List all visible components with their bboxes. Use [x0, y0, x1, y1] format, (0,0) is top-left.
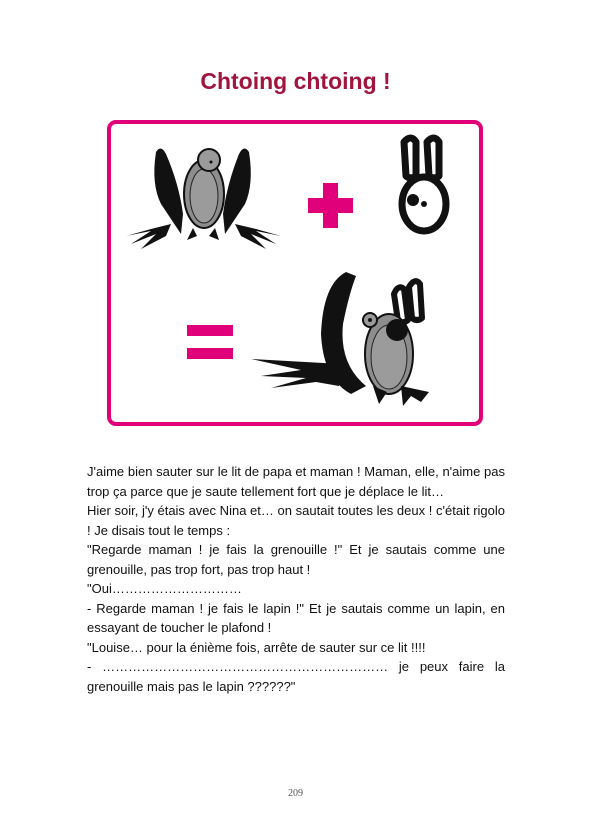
paragraph: "Regarde maman ! je fais la grenouille !" Et je sautais comme une grenouille, pas trop fort, pas trop haut !: [87, 542, 505, 577]
frog-rabbit-icon: [251, 272, 429, 406]
rabbit-icon: [402, 138, 446, 231]
illustration-frame: [107, 120, 483, 426]
illustration-drawing: [111, 124, 479, 422]
paragraph: J'aime bien sauter sur le lit de papa et maman ! Maman, elle, n'aime pas trop ça parce que je saute tellement fort que je déplace le lit…: [87, 464, 505, 499]
page-number: 209: [288, 788, 303, 799]
paragraph: - Regarde maman ! je fais le lapin !" Et je sautais comme un lapin, en essayant de toucher le plafond !: [87, 600, 505, 635]
paragraph: - ………………………………………………………… je peux faire la grenouille mais pas le lapin ??????": [87, 659, 505, 694]
equals-icon: [187, 325, 233, 359]
paragraph: "Louise… pour la énième fois, arrête de sauter sur ce lit !!!!: [87, 639, 426, 655]
plus-icon: [308, 183, 353, 228]
story-text: [87, 462, 505, 696]
page-title: Chtoing chtoing !: [200, 68, 391, 94]
paragraph: "Oui…………………………: [87, 581, 242, 596]
paragraph: Hier soir, j'y étais avec Nina et… on sautait toutes les deux ! c'était rigolo ! Je disais tout le temps :: [87, 503, 505, 538]
frog-icon: [126, 148, 281, 249]
